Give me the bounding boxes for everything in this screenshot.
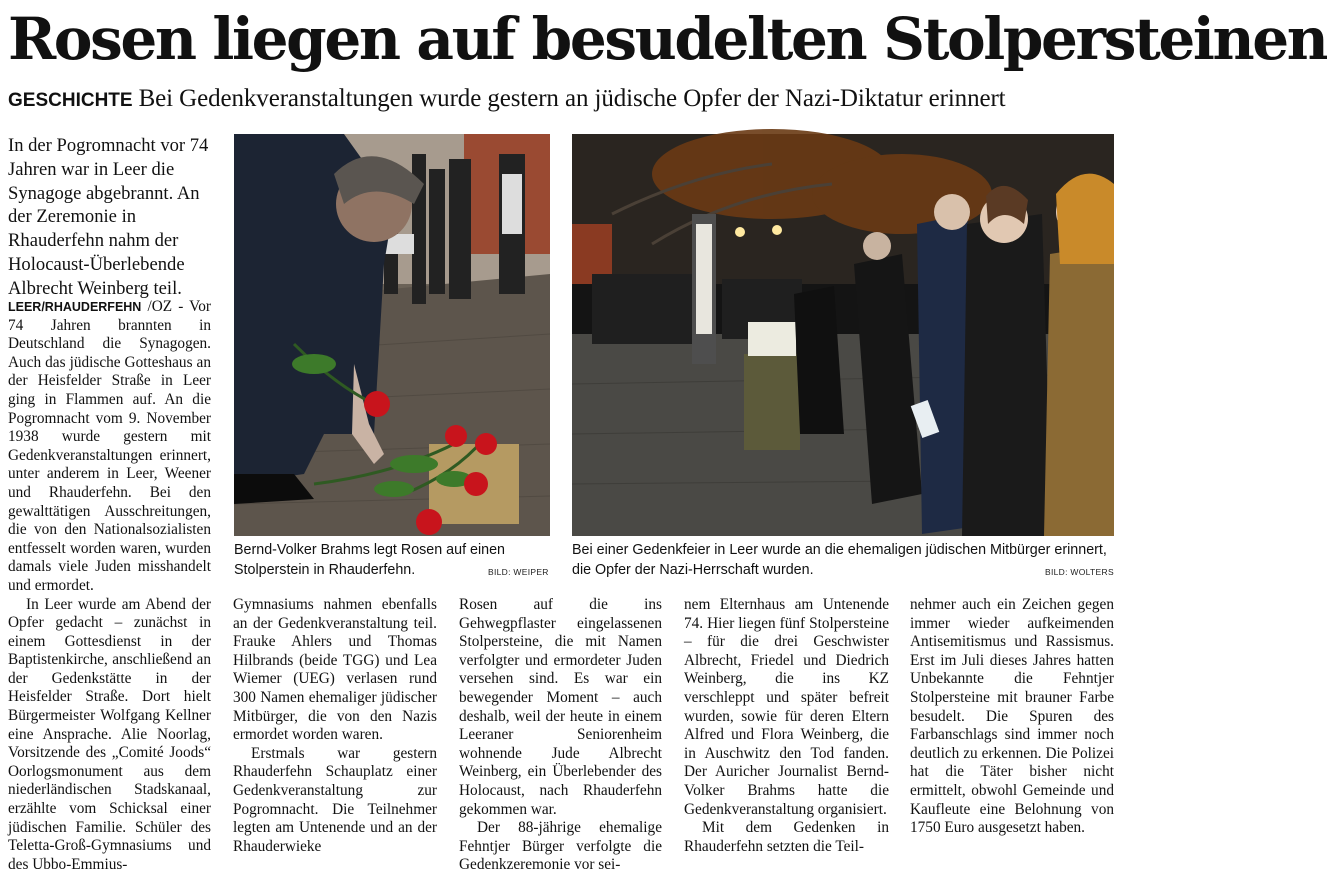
paragraph: Mit dem Gedenken in Rhauderfehn setzten die Teil-: [684, 819, 889, 855]
photo1-caption: Bernd-Volker Brahms legt Rosen auf einen Stolperstein in Rhauderfehn.: [234, 542, 505, 578]
headline: Rosen liegen auf besudelten Stolpersteinen: [8, 5, 1327, 73]
paragraph: Der 88-jährige ehemalige Fehntjer Bürger verfolgte die Gedenkzeremonie vor sei-: [459, 819, 662, 874]
article-column-3: [459, 596, 662, 875]
photo1-credit: BILD: WEIPER: [488, 567, 549, 577]
paragraph: Erstmals war gestern Rhauderfehn Schauplatz einer Gedenkveranstaltung zur Pogromnacht. Die Teilnehmer legten am Untenende und an der Rhauderwieke: [233, 744, 437, 855]
kicker: GESCHICHTE: [8, 90, 133, 111]
photo2-caption: Bei einer Gedenkfeier in Leer wurde an die ehemaligen jüdischen Mitbürger erinnert, die Opfer der Nazi-Herrschaft wurden.: [572, 542, 1107, 578]
photo-roses-stolperstein: [234, 134, 550, 536]
lead-paragraph: In der Pogromnacht vor 74 Jahren war in Leer die Synagoge abgebrannt. An der Zeremonie in Rhauderfehn nahm der Holocaust-Überlebende Albrecht Weinberg teil.: [8, 135, 209, 299]
article-column-1: [8, 298, 211, 874]
photo-gedenkfeier-image: [572, 134, 1114, 536]
paragraph: Gymnasiums nahmen ebenfalls an der Gedenkveranstaltung teil. Frauke Ahlers und Thomas Hilbrands (beide TGG) und Lea Wiemer (UEG) verlasen rund 300 Namen ehemaliger jüdischer Mitbürger, die von den Nazis ermordet worden waren.: [233, 596, 437, 744]
subheadline: [8, 84, 1006, 114]
paragraph: Rosen auf die ins Gehwegpflaster eingelassenen Stolpersteine, die mit Namen verfolgter und ermordeter Juden versehen sind. Es war ein bewegender Moment – auch deshalb, weil der heute in einem Leeraner Seniorenheim wohnende Jude Albrecht Weinberg, ein Überlebender des Holocaust, nach Rhauderfehn gekommen war.: [459, 596, 662, 818]
article-column-4: [684, 596, 889, 856]
dateline-suffix: /OZ -: [141, 298, 190, 315]
photo-roses-image: [234, 134, 550, 536]
dateline: LEER/RHAUDERFEHN: [8, 300, 142, 314]
paragraph: [8, 298, 211, 596]
article-column-2: [233, 596, 437, 856]
paragraph: nem Elternhaus am Untenende 74. Hier liegen fünf Stolpersteine – für die drei Geschwister Albrecht, Friedel und Diedrich Weinberg, die ins KZ verschleppt und später befreit wurden, sowie für deren Eltern Alfred und Flora Weinberg, die in Auschwitz den Tod fanden. Der Auricher Journalist Bernd-Volker Brahms hatte die Gedenkveranstaltung organisiert.: [684, 596, 889, 818]
photo2-credit: BILD: WOLTERS: [1045, 567, 1114, 577]
subheadline-text: Bei Gedenkveranstaltungen wurde gestern an jüdische Opfer der Nazi-Diktatur erinnert: [138, 85, 1006, 112]
article-column-5: [910, 596, 1114, 838]
paragraph: nehmer auch ein Zeichen gegen immer wieder aufkeimenden Antisemitismus und Rassismus. Erst im Juli dieses Jahres hatten Unbekannte die Fehntjer Stolpersteine mit brauner Farbe besudelt. Die Spuren des Farbanschlags sind immer noch deutlich zu erkennen. Die Polizei hat die Täter bisher nicht ermittelt, obwohl Gemeinde und Kaufleute eine Belohnung von 1750 Euro ausgesetzt haben.: [910, 596, 1114, 837]
photo-gedenkfeier-leer: [572, 134, 1114, 536]
paragraph: In Leer wurde am Abend der Opfer gedacht – zunächst in einem Gottesdienst in der Baptistenkirche, anschließend an der Gedenkstätte in der Heisfelder Straße. Dort hielt Bürgermeister Wolfgang Kellner eine Ansprache. Alie Noorlag, Vorsitzende des „Comité Joods“ Oorlogsmonument aus dem niederländischen Stadskanaal, erzählte vom Schicksal einer jüdischen Familie. Schüler des Teletta-Groß-Gymnasiums und des Ubbo-Emmius-: [8, 595, 211, 873]
paragraph-text: Vor 74 Jahren brannten in Deutschland die Synagogen. Auch das jüdische Gotteshaus an der Heisfelder Straße in Leer ging in Flammen auf. An die Pogromnacht vom 9. November 1938 wurde gestern mit Gedenkveranstaltungen erinnert, unter anderem in Leer, Weener und Rhauderfehn. Bei den gewalttätigen Ausschreitungen, die von den Nationalsozialisten entfesselt worden waren, wurden damals viele Juden misshandelt und ermordet.: [8, 298, 211, 594]
